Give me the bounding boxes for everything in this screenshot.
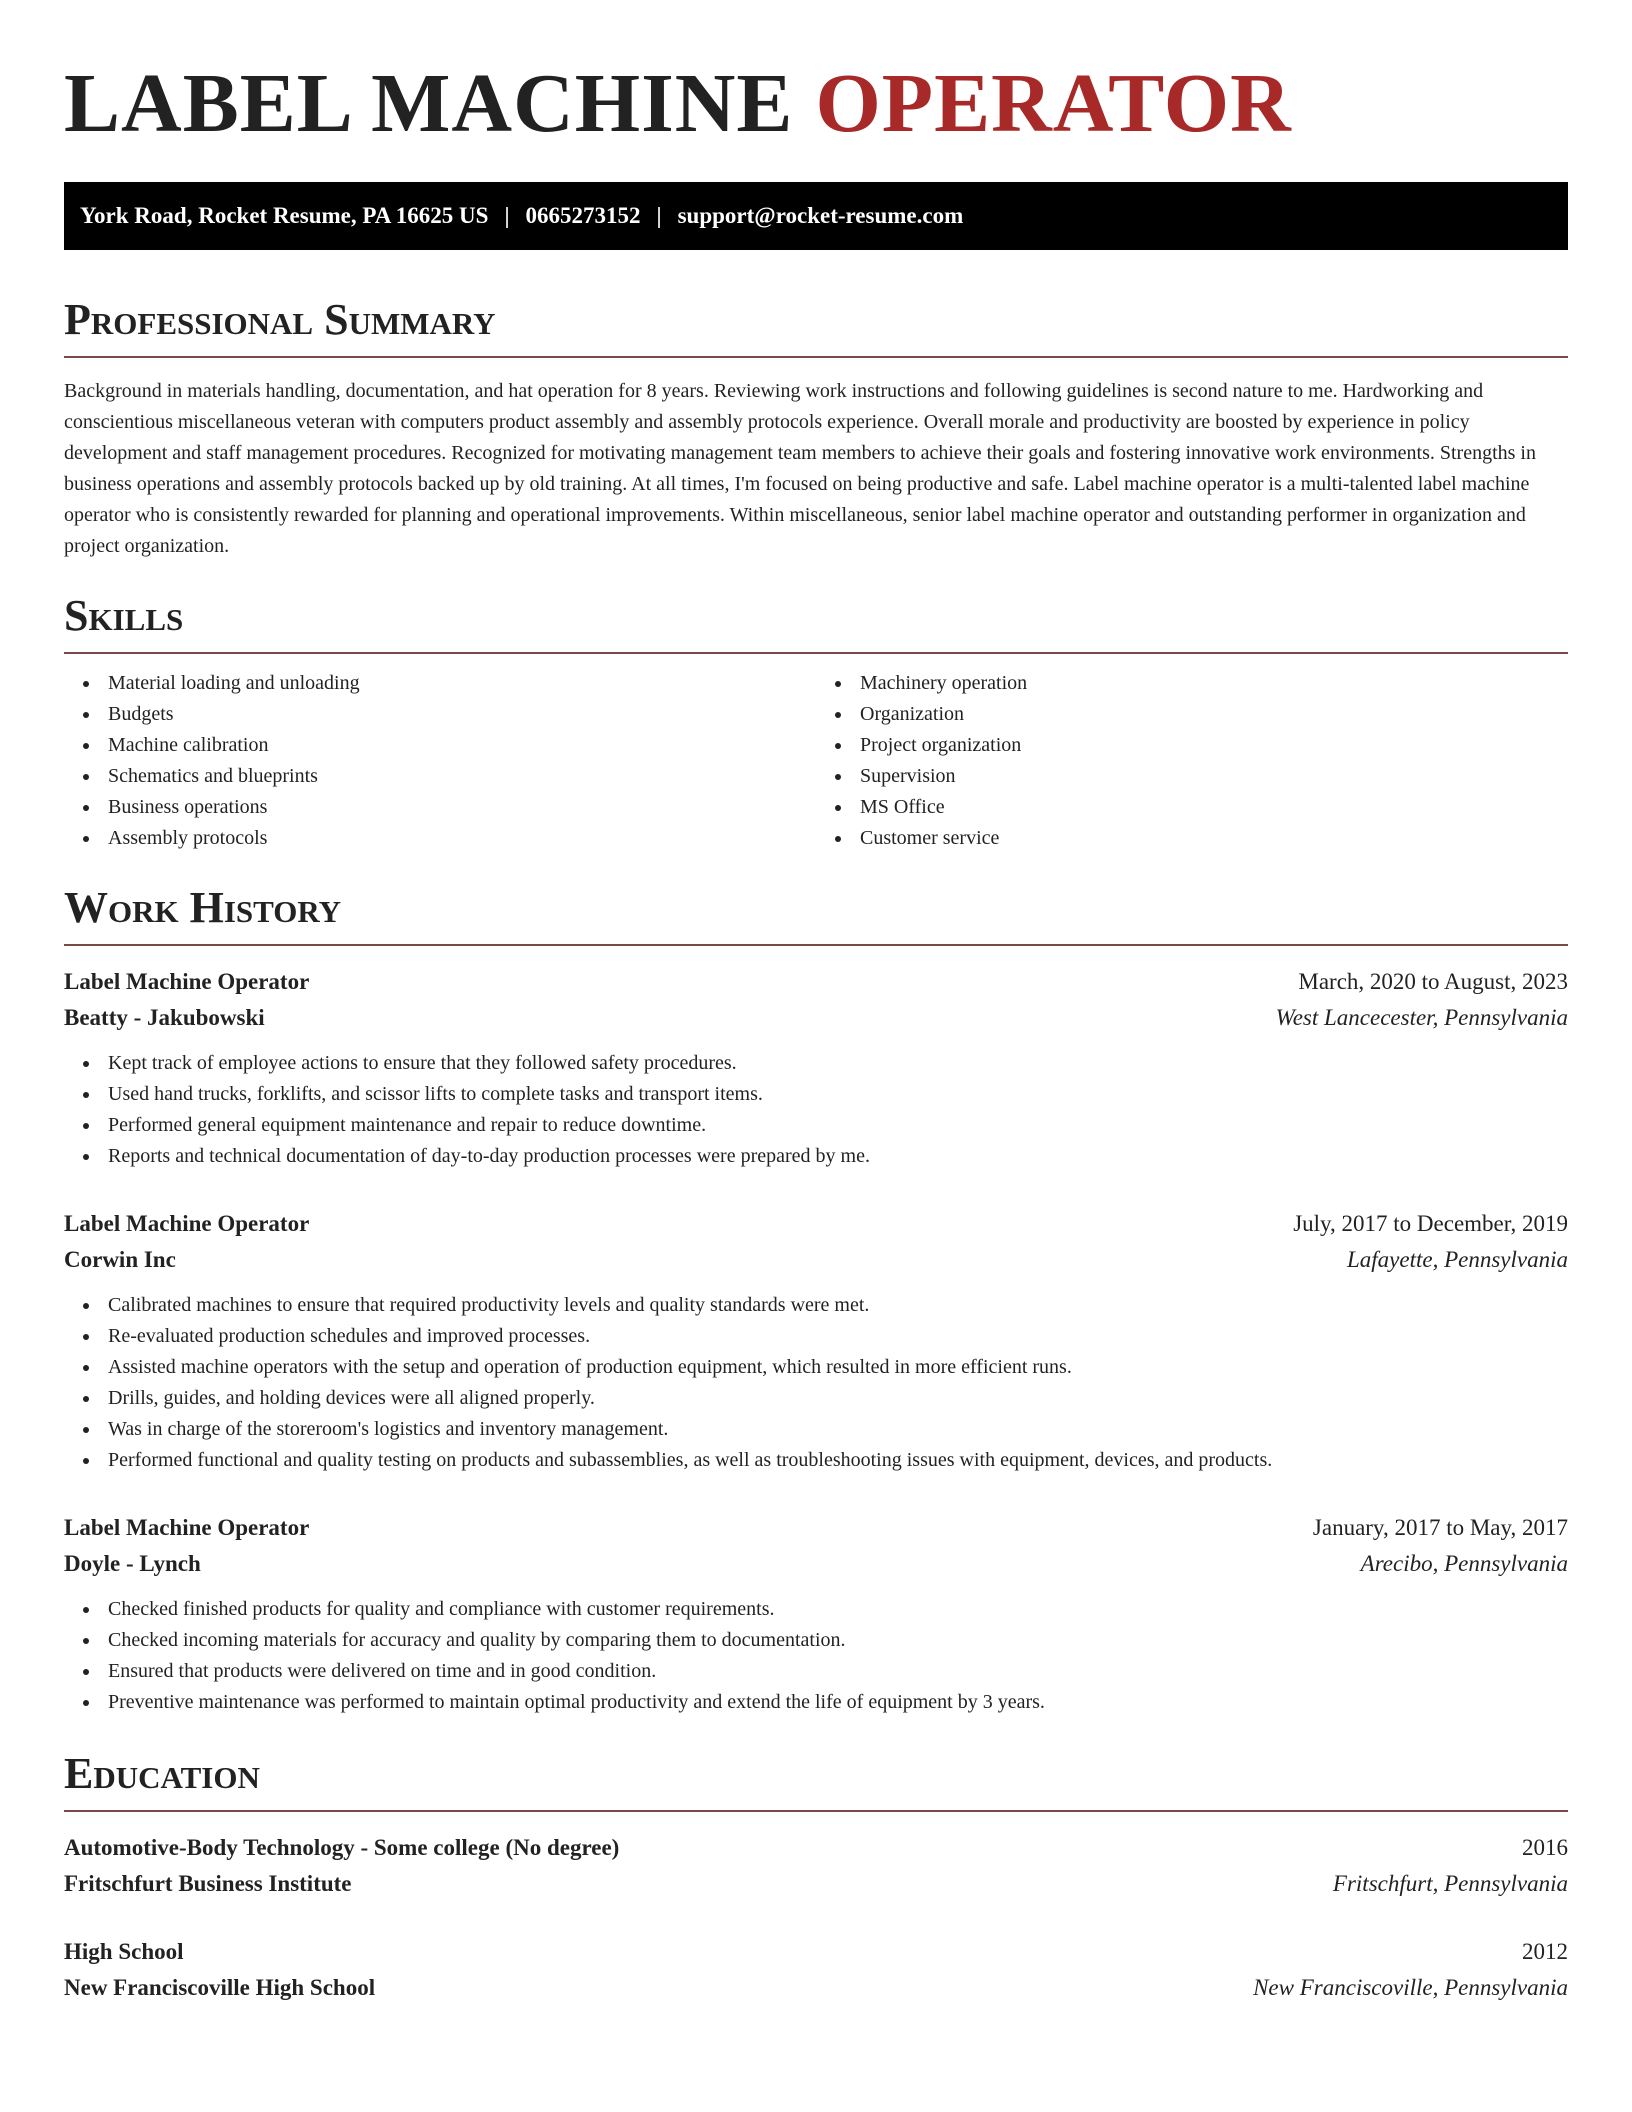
job-duty: Was in charge of the storeroom's logistics and inventory management. bbox=[64, 1414, 1568, 1445]
job-header-row bbox=[64, 1510, 1568, 1546]
summary-section bbox=[64, 295, 1568, 562]
education-entry bbox=[64, 1934, 1568, 2006]
job-company-row bbox=[64, 1000, 1568, 1036]
skill-item: Supervision bbox=[816, 761, 1568, 792]
job-duties-list bbox=[64, 1048, 1568, 1172]
education-degree-row bbox=[64, 1830, 1568, 1866]
job-duty: Ensured that products were delivered on time and in good condition. bbox=[64, 1656, 1568, 1687]
education-degree-row bbox=[64, 1934, 1568, 1970]
job-role: Label Machine Operator bbox=[64, 1515, 310, 1540]
contact-phone[interactable]: 0665273152 bbox=[525, 203, 641, 228]
education-year: 2012 bbox=[1522, 1939, 1568, 1964]
job-duty: Kept track of employee actions to ensure that they followed safety procedures. bbox=[64, 1048, 1568, 1079]
contact-separator: | bbox=[504, 203, 510, 228]
job-duty: Assisted machine operators with the setup and operation of production equipment, which resulted in more efficient runs. bbox=[64, 1352, 1568, 1383]
skill-item: Organization bbox=[816, 699, 1568, 730]
skill-item: Assembly protocols bbox=[64, 823, 816, 854]
skills-list-right bbox=[816, 668, 1568, 854]
job-dates: March, 2020 to August, 2023 bbox=[1298, 969, 1568, 994]
job-dates: January, 2017 to May, 2017 bbox=[1312, 1515, 1568, 1540]
job-duties-list bbox=[64, 1290, 1568, 1476]
job-header-row bbox=[64, 1206, 1568, 1242]
name-accent: OPERATOR bbox=[815, 57, 1292, 150]
skill-item: Material loading and unloading bbox=[64, 668, 816, 699]
summary-text: Background in materials handling, documentation, and hat operation for 8 years. Reviewing work instructions and following guidelines is second nature to me. Hardworking and conscientious miscellaneous veteran with computers product assembly and assembly protocols experience. Overall morale and productivity are boosted by experience in policy development and staff management procedures. Recognized for motivating management team members to achieve their goals and fostering innovative work environments. Strengths in business operations and assembly protocols backed up by old training. At all times, I'm focused on being productive and safe. Label machine operator is a multi-talented label machine operator who is consistently rewarded for planning and operational improvements. Within miscellaneous, senior label machine operator and outstanding performer in organization and project organization. bbox=[64, 380, 1536, 557]
job-duties-list bbox=[64, 1594, 1568, 1718]
job-location: Arecibo, Pennsylvania bbox=[1360, 1551, 1568, 1576]
job-entry bbox=[64, 1510, 1568, 1718]
section-title-skills: Skills bbox=[64, 594, 1568, 654]
section-title-summary: Professional Summary bbox=[64, 298, 1568, 358]
education-school-row bbox=[64, 1866, 1568, 1902]
section-title-work-history: Work History bbox=[64, 886, 1568, 946]
skills-section bbox=[64, 591, 1568, 854]
applicant-name bbox=[64, 57, 1568, 150]
job-location: Lafayette, Pennsylvania bbox=[1347, 1247, 1568, 1272]
job-duty: Checked finished products for quality and compliance with customer requirements. bbox=[64, 1594, 1568, 1625]
education-school: Fritschfurt Business Institute bbox=[64, 1871, 352, 1896]
skills-column-right bbox=[816, 668, 1568, 854]
job-duty: Re-evaluated production schedules and improved processes. bbox=[64, 1321, 1568, 1352]
skills-list-left bbox=[64, 668, 816, 854]
job-company-row bbox=[64, 1546, 1568, 1582]
skill-item: Schematics and blueprints bbox=[64, 761, 816, 792]
job-location: West Lancecester, Pennsylvania bbox=[1275, 1005, 1568, 1030]
skill-item: Machine calibration bbox=[64, 730, 816, 761]
education-section bbox=[64, 1749, 1568, 2006]
skill-item: Customer service bbox=[816, 823, 1568, 854]
job-duty: Reports and technical documentation of day-to-day production processes were prepared by me. bbox=[64, 1141, 1568, 1172]
section-title-education: Education bbox=[64, 1752, 1568, 1812]
education-entry bbox=[64, 1830, 1568, 1902]
contact-separator: | bbox=[656, 203, 662, 228]
education-location: Fritschfurt, Pennsylvania bbox=[1332, 1871, 1568, 1896]
contact-address: York Road, Rocket Resume, PA 16625 US bbox=[80, 203, 489, 228]
education-location: New Franciscoville, Pennsylvania bbox=[1253, 1975, 1568, 2000]
skill-item: Business operations bbox=[64, 792, 816, 823]
contact-email[interactable]: support@rocket-resume.com bbox=[677, 203, 964, 228]
work-history-section bbox=[64, 883, 1568, 1718]
job-duty: Drills, guides, and holding devices were all aligned properly. bbox=[64, 1383, 1568, 1414]
job-entry bbox=[64, 964, 1568, 1172]
job-duty: Checked incoming materials for accuracy and quality by comparing them to documentation. bbox=[64, 1625, 1568, 1656]
job-duty: Preventive maintenance was performed to maintain optimal productivity and extend the life of equipment by 3 years. bbox=[64, 1687, 1568, 1718]
education-year: 2016 bbox=[1522, 1835, 1568, 1860]
skill-item: Machinery operation bbox=[816, 668, 1568, 699]
job-duty: Performed functional and quality testing on products and subassemblies, as well as troubleshooting issues with equipment, devices, and products. bbox=[64, 1445, 1568, 1476]
job-duty: Performed general equipment maintenance and repair to reduce downtime. bbox=[64, 1110, 1568, 1141]
job-company: Doyle - Lynch bbox=[64, 1551, 201, 1576]
job-header-row bbox=[64, 964, 1568, 1000]
skill-item: MS Office bbox=[816, 792, 1568, 823]
name-main: LABEL MACHINE bbox=[64, 57, 794, 150]
job-role: Label Machine Operator bbox=[64, 969, 310, 994]
job-company: Corwin Inc bbox=[64, 1247, 176, 1272]
job-company-row bbox=[64, 1242, 1568, 1278]
job-entry bbox=[64, 1206, 1568, 1476]
skills-column-left bbox=[64, 668, 816, 854]
job-role: Label Machine Operator bbox=[64, 1211, 310, 1236]
job-dates: July, 2017 to December, 2019 bbox=[1293, 1211, 1568, 1236]
education-degree: High School bbox=[64, 1939, 184, 1964]
job-company: Beatty - Jakubowski bbox=[64, 1005, 265, 1030]
education-school-row bbox=[64, 1970, 1568, 2006]
education-school: New Franciscoville High School bbox=[64, 1975, 376, 2000]
job-duty: Calibrated machines to ensure that required productivity levels and quality standards were met. bbox=[64, 1290, 1568, 1321]
skill-item: Project organization bbox=[816, 730, 1568, 761]
job-duty: Used hand trucks, forklifts, and scissor lifts to complete tasks and transport items. bbox=[64, 1079, 1568, 1110]
contact-bar bbox=[64, 182, 1568, 250]
skill-item: Budgets bbox=[64, 699, 816, 730]
skills-columns bbox=[64, 668, 1568, 854]
education-degree: Automotive-Body Technology - Some college (No degree) bbox=[64, 1835, 620, 1860]
